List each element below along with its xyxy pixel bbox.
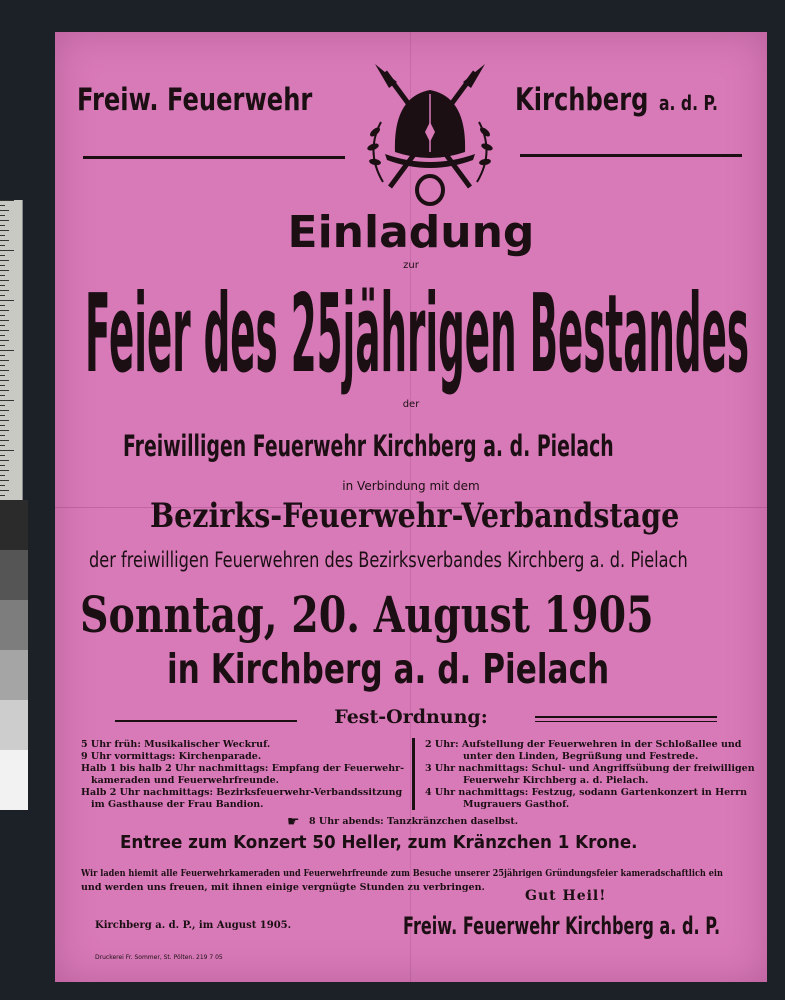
ruler-tick	[0, 290, 9, 291]
ruler-tick	[0, 385, 5, 386]
program-item: Feuerwehr Kirchberg a. d. Pielach.	[463, 775, 649, 786]
place-date: Kirchberg a. d. P., im August 1905.	[95, 920, 292, 931]
invite-line: und werden uns freuen, mit ihnen einige vergnügte Stunden zu verbringen.	[81, 882, 485, 893]
program-item: 5 Uhr früh: Musikalischer Weckruf.	[81, 739, 271, 750]
organization-name: Freiwilligen Feuerwehr Kirchberg a. d. Pielach	[123, 429, 614, 463]
ruler-tick	[0, 235, 5, 236]
ruler-tick	[0, 465, 5, 466]
header-right	[515, 82, 718, 118]
ruler-tick	[0, 360, 9, 361]
ruler-tick	[0, 325, 5, 326]
ruler-tick	[0, 485, 5, 486]
ruler-tick	[0, 285, 5, 286]
ruler-tick	[0, 255, 5, 256]
program-item: unter den Linden, Begrüßung und Festrede.	[463, 751, 699, 762]
ruler-tick	[0, 435, 5, 436]
ruler-tick	[0, 395, 5, 396]
program-left-column	[81, 739, 404, 811]
zur-label: zur	[403, 260, 419, 271]
ruler-tick	[0, 245, 5, 246]
column-divider	[412, 738, 415, 810]
program-rule-right-2	[535, 721, 717, 722]
program-rule-right	[535, 716, 717, 718]
ruler-tick	[0, 295, 5, 296]
ruler-tick	[0, 420, 9, 421]
ruler-tick	[0, 410, 9, 411]
ruler-tick	[0, 200, 14, 201]
invite-line: Wir laden hiemit alle Feuerwehrkameraden und Feuerwehrfreunde zum Besuche unserer 25jährigen Gründungsfeier kameradschaftlich ein	[81, 868, 723, 879]
ruler-tick	[0, 340, 9, 341]
program-item: im Gasthause der Frau Bandion.	[91, 799, 264, 810]
event-place: in Kirchberg a. d. Pielach	[167, 645, 610, 693]
ruler-tick	[0, 265, 5, 266]
color-swatch	[0, 650, 28, 700]
ruler-tick	[0, 300, 14, 301]
ruler-tick	[0, 310, 9, 311]
ruler-tick	[0, 270, 9, 271]
ruler-tick	[0, 345, 5, 346]
header-left: Freiw. Feuerwehr	[77, 82, 313, 118]
ruler-tick	[0, 330, 9, 331]
entrance-info: Entree zum Konzert 50 Heller, zum Kränzchen 1 Krone.	[120, 832, 638, 853]
poster-sheet	[55, 32, 767, 982]
ruler-tick	[0, 210, 9, 211]
printer-imprint: Druckerei Fr. Sommer, St. Pölten. 219 7 05	[95, 954, 223, 961]
ruler-tick	[0, 350, 14, 351]
ruler-tick	[0, 450, 14, 451]
program-item: kameraden und Feuerwehrfreunde.	[91, 775, 279, 786]
ruler-tick	[0, 415, 5, 416]
ruler-tick	[0, 205, 5, 206]
signature: Freiw. Feuerwehr Kirchberg a. d. P.	[403, 912, 721, 940]
ruler-tick	[0, 375, 5, 376]
ruler-tick	[0, 460, 9, 461]
program-heading: Fest-Ordnung:	[334, 706, 488, 728]
ruler-tick	[0, 495, 5, 496]
ruler-tick	[0, 470, 9, 471]
header-rule-right	[520, 154, 742, 157]
program-item: 4 Uhr nachmittags: Festzug, sodann Gartenkonzert in Herrn	[425, 787, 748, 798]
event-title: Bezirks-Feuerwehr-Verbandstage	[150, 496, 680, 536]
program-item: Halb 1 bis halb 2 Uhr nachmittags: Empfang der Feuerwehr-	[81, 763, 405, 774]
color-swatch	[0, 700, 28, 750]
fire-helmet-emblem-icon	[345, 52, 515, 212]
color-swatch	[0, 500, 28, 550]
ruler-tick	[0, 380, 9, 381]
ruler-tick	[0, 315, 5, 316]
color-swatch	[0, 550, 28, 600]
ruler-tick	[0, 225, 5, 226]
ruler-tick	[0, 280, 9, 281]
program-item: 2 Uhr: Aufstellung der Feuerwehren in der Schloßallee und	[425, 739, 742, 750]
header-rule-left	[83, 156, 345, 159]
program-right-column	[425, 739, 755, 811]
ruler-tick	[0, 455, 5, 456]
ruler-tick	[0, 480, 9, 481]
header-right-main: Kirchberg	[515, 82, 649, 118]
ruler-tick	[0, 220, 9, 221]
program-item: Mugrauers Gasthof.	[463, 799, 570, 810]
ruler-tick	[0, 490, 9, 491]
ruler-tick	[0, 240, 9, 241]
program-item: 9 Uhr vormittags: Kirchenparade.	[81, 751, 262, 762]
program-evening: 8 Uhr abends: Tanzkränzchen daselbst.	[309, 816, 519, 827]
invitation-heading: Einladung	[287, 207, 535, 258]
measurement-ruler	[0, 200, 23, 500]
pointing-hand-icon: ☛	[287, 814, 300, 830]
ruler-tick	[0, 320, 9, 321]
ruler-tick	[0, 440, 9, 441]
ruler-tick	[0, 230, 9, 231]
event-date: Sonntag, 20. August 1905	[80, 585, 654, 644]
program-item: Halb 2 Uhr nachmittags: Bezirksfeuerwehr-Verbandssitzung	[81, 787, 403, 798]
ruler-tick	[0, 425, 5, 426]
ruler-tick	[0, 400, 14, 401]
ruler-tick	[0, 305, 5, 306]
ruler-tick	[0, 250, 14, 251]
program-item: 3 Uhr nachmittags: Schul- und Angriffsübung der freiwilligen	[425, 763, 755, 774]
ruler-tick	[0, 275, 5, 276]
event-subtitle: der freiwilligen Feuerwehren des Bezirksverbandes Kirchberg a. d. Pielach	[89, 548, 688, 572]
ruler-tick	[0, 355, 5, 356]
ruler-tick	[0, 215, 5, 216]
ruler-tick	[0, 430, 9, 431]
ruler-tick	[0, 335, 5, 336]
ruler-tick	[0, 445, 5, 446]
greeting: Gut Heil!	[525, 888, 607, 904]
ruler-tick	[0, 370, 9, 371]
ruler-tick	[0, 475, 5, 476]
ruler-tick	[0, 390, 9, 391]
color-swatch	[0, 750, 28, 810]
der-label: der	[402, 399, 420, 410]
color-swatch	[0, 600, 28, 650]
ruler-tick	[0, 365, 5, 366]
ruler-tick	[0, 405, 5, 406]
connection-label: in Verbindung mit dem	[342, 479, 480, 493]
header-right-suffix: a. d. P.	[659, 91, 718, 115]
main-title: Feier des 25jährigen Bestandes	[85, 272, 750, 397]
ruler-tick	[0, 260, 9, 261]
